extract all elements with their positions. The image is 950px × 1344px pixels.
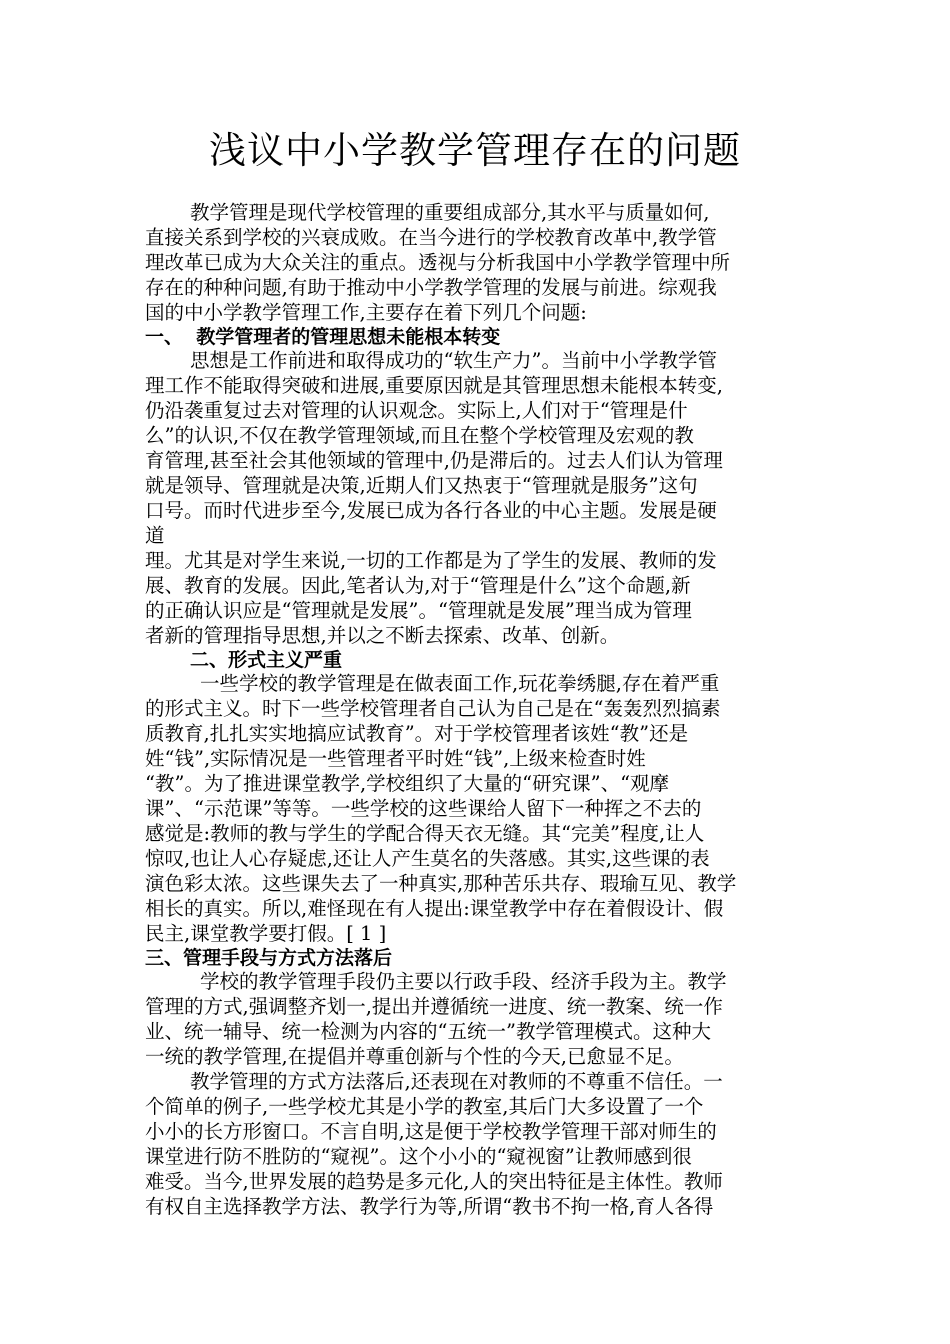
paragraph-line: 道 [145, 524, 165, 547]
paragraph-line: 惊叹,也让人心存疑虑,还让人产生莫名的失落感。其实,这些课的表 [145, 847, 710, 870]
paragraph-line: 理工作不能取得突破和进展,重要原因就是其管理思想未能根本转变, [145, 374, 723, 397]
paragraph-line: 口号。而时代进步至今,发展已成为各行各业的中心主题。发展是硬 [145, 499, 717, 522]
paragraph-line: 国的中小学教学管理工作,主要存在着下列几个问题: [145, 301, 587, 324]
paragraph-line: 的形式主义。时下一些学校管理者自己认为自己是在“轰轰烈烈搞素 [145, 697, 721, 720]
paragraph-line: 质教育,扎扎实实地搞应试教育”。对于学校管理者该姓“教”还是 [145, 722, 689, 745]
paragraph-line: 者新的管理指导思想,并以之不断去探索、改革、创新。 [145, 624, 620, 647]
paragraph-line: 教学管理的方式方法落后,还表现在对教师的不尊重不信任。一 [190, 1070, 723, 1093]
paragraph-line: 演色彩太浓。这些课失去了一种真实,那种苦乐共存、瑕瑜互见、教学 [145, 872, 737, 895]
paragraph-line: 业、统一辅导、统一检测为内容的“五统一”教学管理模式。这种大 [145, 1020, 711, 1043]
paragraph-line: “教”。为了推进课堂教学,学校组织了大量的“研究课”、“观摩 [145, 772, 670, 795]
paragraph-line: 管理的方式,强调整齐划一,提出并遵循统一进度、统一教案、统一作 [145, 995, 723, 1018]
document-title: 浅议中小学教学管理存在的问题 [209, 129, 741, 172]
paragraph-line: 么”的认识,不仅在教学管理领域,而且在整个学校管理及宏观的教 [145, 424, 694, 447]
paragraph-line: 相长的真实。所以,难怪现在有人提出:课堂教学中存在着假设计、假 [145, 897, 724, 920]
paragraph-line: 学校的教学管理手段仍主要以行政手段、经济手段为主。教学 [200, 970, 727, 993]
paragraph-line: 一统的教学管理,在提倡并尊重创新与个性的今天,已愈显不足。 [145, 1045, 684, 1068]
paragraph-line: 感觉是:教师的教与学生的学配合得天衣无缝。其“完美”程度,让人 [145, 822, 705, 845]
paragraph-line: 教学管理是现代学校管理的重要组成部分,其水平与质量如何, [190, 201, 710, 224]
paragraph-line: 课”、“示范课”等等。一些学校的这些课给人留下一种挥之不去的 [145, 797, 702, 820]
paragraph-line: 姓“钱”,实际情况是一些管理者平时姓“钱”,上级来检查时姓 [145, 747, 646, 770]
paragraph-line: 小小的长方形窗口。不言自明,这是便于学校教学管理干部对师生的 [145, 1120, 717, 1143]
section-heading-2: 二、形式主义严重 [190, 649, 343, 671]
paragraph-line: 仍沿袭重复过去对管理的认识观念。实际上,人们对于“管理是什 [145, 399, 688, 422]
paragraph-line: 民主,课堂教学要打假。[ 1 ] [145, 922, 387, 945]
paragraph-line: 难受。当今,世界发展的趋势是多元化,人的突出特征是主体性。教师 [145, 1170, 723, 1193]
paragraph-line: 就是领导、管理就是决策,近期人们又热衷于“管理就是服务”这句 [145, 474, 698, 497]
paragraph-line: 理改革已成为大众关注的重点。透视与分析我国中小学教学管理中所 [145, 251, 731, 274]
paragraph-line: 有权自主选择教学方法、教学行为等,所谓“教书不拘一格,育人各得 [145, 1195, 714, 1218]
paragraph-line: 个简单的例子,一些学校尤其是小学的教室,其后门大多设置了一个 [145, 1095, 704, 1118]
paragraph-line: 直接关系到学校的兴衰成败。在当今进行的学校教育改革中,教学管 [145, 226, 717, 249]
paragraph-line: 展、教育的发展。因此,笔者认为,对于“管理是什么”这个命题,新 [145, 574, 691, 597]
paragraph-line: 思想是工作前进和取得成功的“软生产力”。当前中小学教学管 [190, 349, 717, 372]
paragraph-line: 的正确认识应是“管理就是发展”。“管理就是发展”理当成为管理 [145, 599, 692, 622]
paragraph-line: 理。尤其是对学生来说,一切的工作都是为了学生的发展、教师的发 [145, 549, 717, 572]
paragraph-line: 课堂进行防不胜防的“窥视”。这个小小的“窥视窗”让教师感到很 [145, 1145, 692, 1168]
paragraph-line: 存在的种种问题,有助于推动中小学教学管理的发展与前进。综观我 [145, 276, 717, 299]
section-heading-3: 三、管理手段与方式方法落后 [145, 947, 393, 969]
paragraph-line: 一些学校的教学管理是在做表面工作,玩花拳绣腿,存在着严重 [200, 672, 720, 695]
section-heading-1: 一、 教学管理者的管理思想未能根本转变 [145, 326, 501, 348]
paragraph-line: 育管理,甚至社会其他领域的管理中,仍是滞后的。过去人们认为管理 [145, 449, 723, 472]
